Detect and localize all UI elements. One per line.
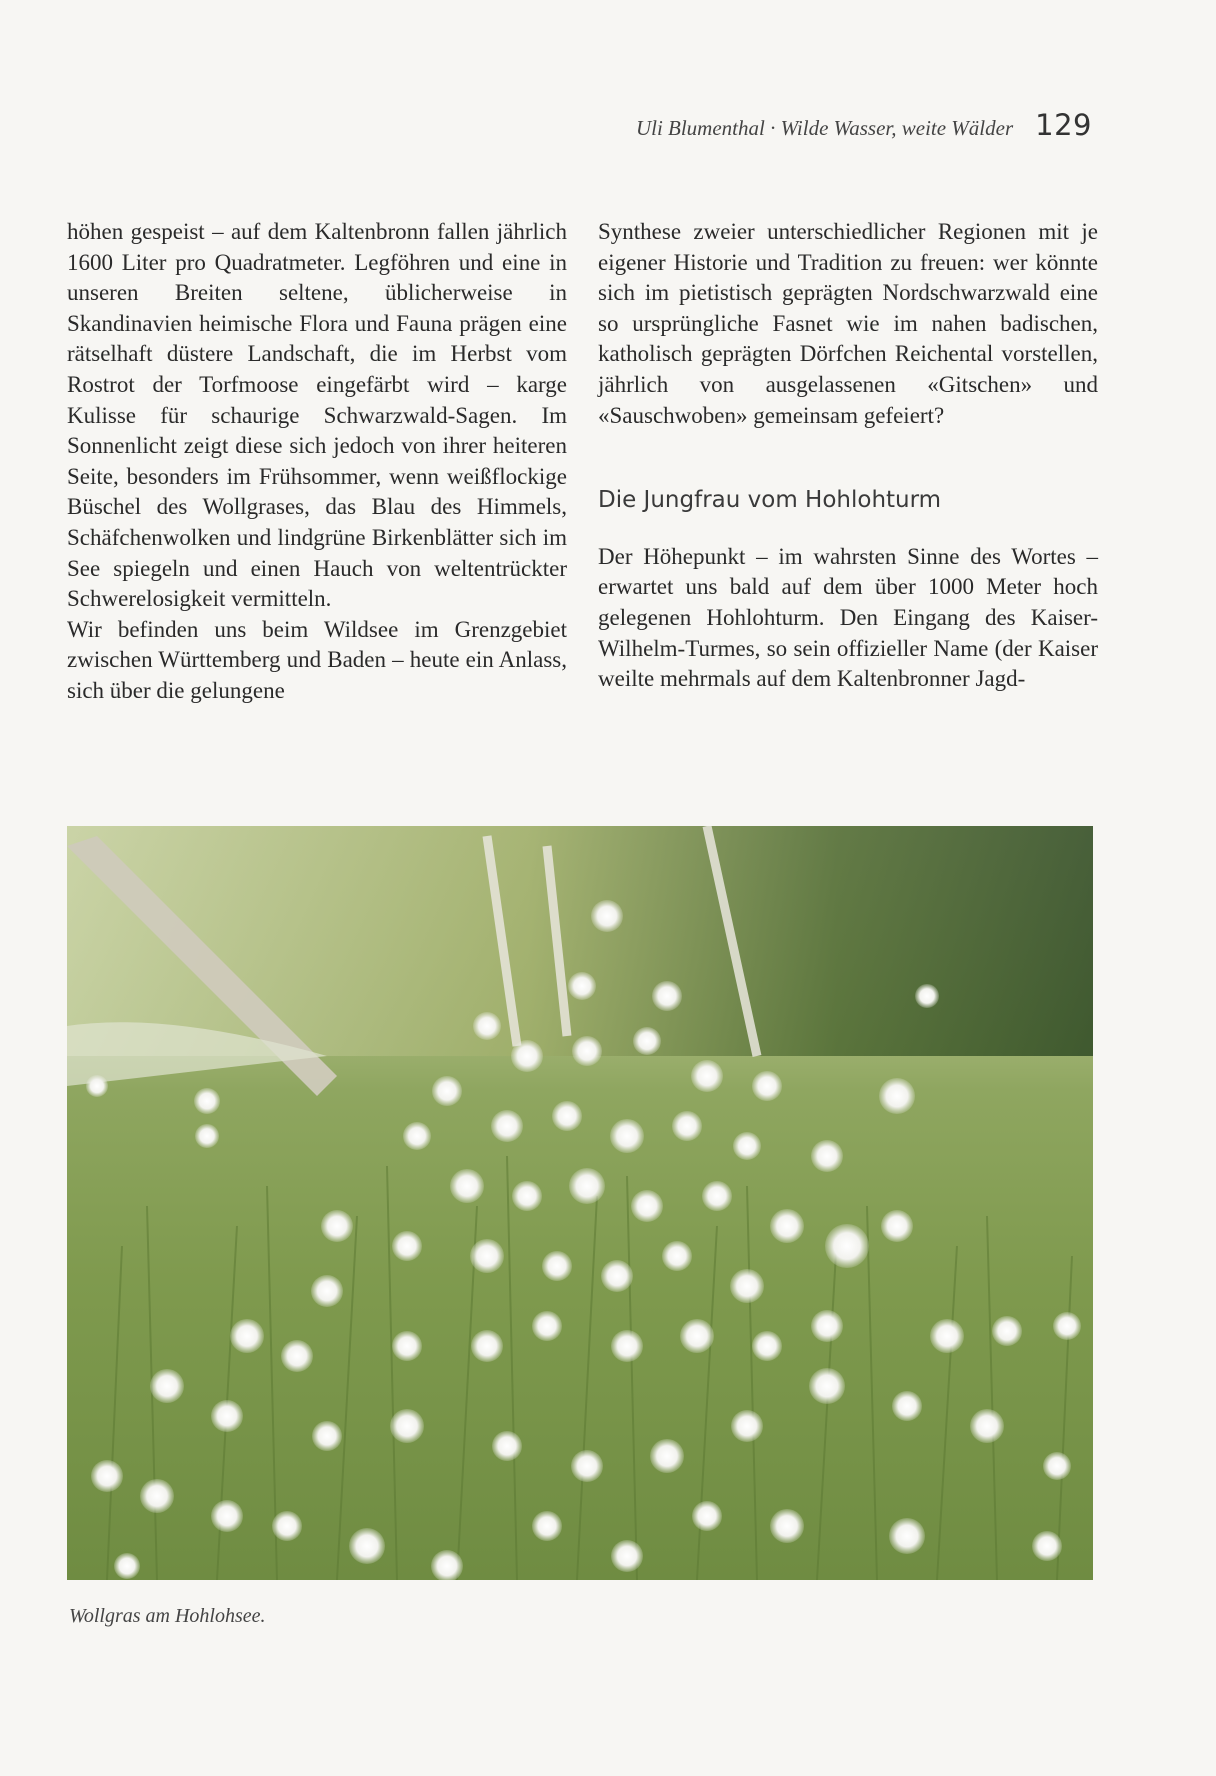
forest-backdrop: [67, 826, 1093, 1056]
photo-illustration: [67, 826, 1093, 1580]
page-header: [636, 108, 1092, 142]
left-paragraph-2: Wir befinden uns beim Wildsee im Grenzgebiet zwischen Württemberg und Baden – heute ein Anlass, sich über die gelungene: [67, 616, 567, 703]
left-paragraph-1: höhen gespeist – auf dem Kaltenbronn fallen jährlich 1600 Liter pro Quadratmeter. Legföhren und eine in unseren Breiten seltene, üblicherweise in Skandinavien heimische Flora und Fauna prägen eine rätselhaft düstere Landschaft, die im Herbst vom Rostrot der Torfmoose eingefärbt wird – karge Kulisse für schaurige Schwarzwald-Sagen. Im Sonnenlicht zeigt diese sich jedoch von ihrer heiteren Seite, besonders im Frühsommer, wenn weißflockige Büschel des Wollgrases, das Blau des Himmels, Schäfchenwolken und lindgrüne Birkenblätter sich im See spiegeln und einen Hauch von weltentrückter Schwerelosigkeit vermitteln.: [67, 219, 567, 612]
left-column: [67, 217, 567, 707]
photo-caption: Wollgras am Hohlohsee.: [69, 1605, 266, 1627]
right-column: [598, 217, 1098, 695]
running-head: Uli Blumenthal · Wilde Wasser, weite Wälder: [635, 116, 1014, 140]
right-paragraph-1: Synthese zweier unterschiedlicher Regionen mit je eigener Historie und Tradition zu freuen: wer könnte sich im pietistisch geprägten Nordschwarzwald eine so ursprüngliche Fasnet wie im nahen badischen, katholisch geprägten Dörfchen Reichental vorstellen, jährlich von ausgelassenen «Gitschen» und «Sauschwoben» gemeinsam gefeiert?: [598, 219, 1098, 428]
section-heading: Die Jungfrau vom Hohlohturm: [598, 487, 942, 514]
right-paragraph-2: Der Höhepunkt – im wahrsten Sinne des Wortes – erwartet uns bald auf dem über 1000 Meter hoch gelegenen Hohlohturm. Den Eingang des Kaiser-Wilhelm-Turmes, so sein offizieller Name (der Kaiser weilte mehrmals auf dem Kaltenbronner Jagd-: [598, 543, 1098, 692]
page-number: 129: [1035, 108, 1092, 142]
cotton-grass-photo: [67, 826, 1093, 1580]
